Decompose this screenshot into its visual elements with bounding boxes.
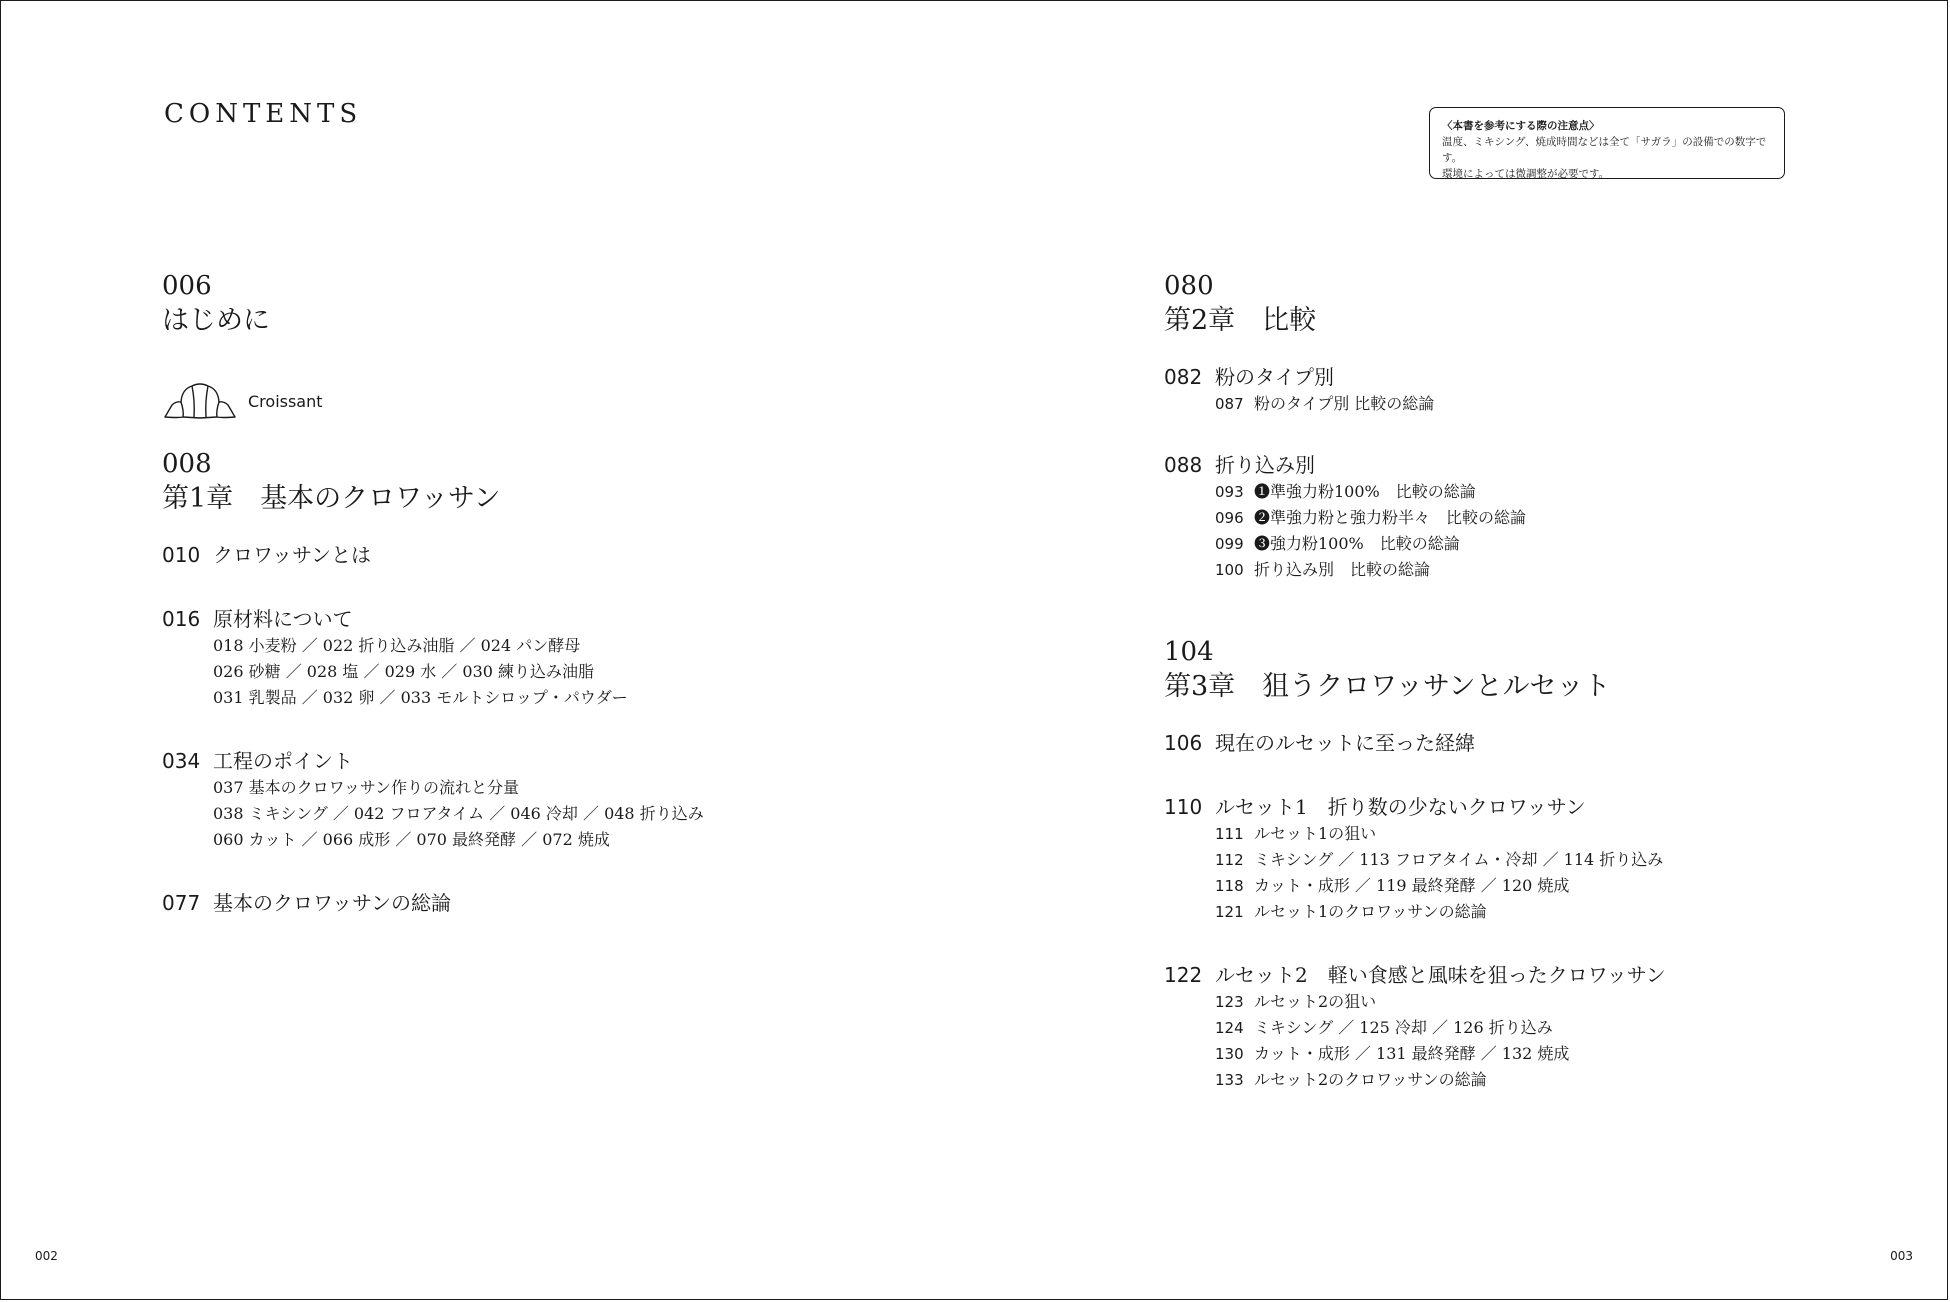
notice-heading: 〈本書を参考にする際の注意点〉 — [1442, 120, 1600, 132]
sub-entry-text: カット・成形 ／ 119 最終発酵 ／ 120 焼成 — [1254, 876, 1570, 895]
right-column — [1164, 269, 1666, 1093]
toc-subentries-082 — [1215, 391, 1666, 417]
sub-entry-line: 018 小麦粉 ／ 022 折り込み油脂 ／ 024 パン酵母 — [213, 636, 581, 655]
sub-entry-page: 096 — [1215, 509, 1244, 527]
sub-entry-page: 118 — [1215, 877, 1244, 895]
chapter-1-block — [162, 447, 704, 517]
sub-entry-page: 093 — [1215, 483, 1244, 501]
entry-title: 基本のクロワッサンの総論 — [213, 891, 451, 915]
entry-page: 110 — [1164, 795, 1203, 819]
entry-title: ルセット2 軽い食感と風味を狙ったクロワッサン — [1215, 963, 1666, 987]
chapter-2-title: 第2章 比較 — [1164, 305, 1317, 336]
sub-entry-page: 123 — [1215, 993, 1244, 1011]
notice-line-2: 環境によっては微調整が必要です。 — [1442, 168, 1610, 180]
toc-entry-077 — [162, 889, 704, 917]
sub-entry-line — [1215, 1041, 1666, 1067]
entry-page: 010 — [162, 543, 201, 567]
chapter-2-page: 080 — [1164, 271, 1214, 301]
sub-entry-page: 087 — [1215, 395, 1244, 413]
sub-entry-page: 124 — [1215, 1019, 1244, 1037]
entry-title: 現在のルセットに至った経緯 — [1215, 731, 1475, 755]
sub-entry-page: 130 — [1215, 1045, 1244, 1063]
chapter-1-page: 008 — [162, 449, 212, 479]
croissant-label: Croissant — [248, 391, 323, 411]
chapter-1-title: 第1章 基本のクロワッサン — [162, 483, 501, 514]
sub-entry-line: 038 ミキシング ／ 042 フロアタイム ／ 046 冷却 ／ 048 折り込み — [213, 804, 704, 823]
toc-entry-110 — [1164, 793, 1666, 821]
sub-entry-line — [1215, 1067, 1666, 1093]
entry-title: クロワッサンとは — [213, 543, 371, 567]
entry-page: 082 — [1164, 365, 1203, 389]
entry-title: 原材料について — [213, 607, 353, 631]
folio-right: 003 — [1890, 1249, 1913, 1263]
sub-entry-line: 037 基本のクロワッサン作りの流れと分量 — [213, 778, 520, 797]
toc-entry-122 — [1164, 961, 1666, 989]
croissant-icon — [162, 381, 238, 421]
sub-entry-page: 100 — [1215, 561, 1244, 579]
sub-entry-page: 112 — [1215, 851, 1244, 869]
entry-page: 077 — [162, 891, 201, 915]
sub-entry-line — [1215, 505, 1666, 531]
page-title: CONTENTS — [164, 99, 363, 129]
entry-title: 工程のポイント — [213, 749, 353, 773]
entry-title: ルセット1 折り数の少ないクロワッサン — [1215, 795, 1586, 819]
entry-page: 106 — [1164, 731, 1203, 755]
sub-entry-text: ❷準強力粉と強力粉半々 比較の総論 — [1254, 508, 1527, 527]
notice-box — [1429, 107, 1785, 179]
sub-entry-line — [1215, 531, 1666, 557]
toc-subentries-088 — [1215, 479, 1666, 583]
sub-entry-line: 060 カット ／ 066 成形 ／ 070 最終発酵 ／ 072 焼成 — [213, 830, 610, 849]
sub-entry-line: 026 砂糖 ／ 028 塩 ／ 029 水 ／ 030 練り込み油脂 — [213, 662, 595, 681]
sub-entry-text: ❶準強力粉100% 比較の総論 — [1254, 482, 1476, 501]
sub-entry-line — [1215, 479, 1666, 505]
sub-entry-text: ルセット1の狙い — [1254, 824, 1377, 843]
folio-left: 002 — [35, 1249, 58, 1263]
entry-title: 折り込み別 — [1215, 453, 1315, 477]
entry-page: 122 — [1164, 963, 1203, 987]
chapter-3-title: 第3章 狙うクロワッサンとルセット — [1164, 671, 1611, 702]
intro-title: はじめに — [162, 305, 270, 336]
left-column — [162, 269, 704, 917]
toc-entry-106 — [1164, 729, 1666, 757]
sub-entry-text: ❸強力粉100% 比較の総論 — [1254, 534, 1460, 553]
notice-line-1: 温度、ミキシング、焼成時間などは全て「サガラ」の設備での数字です。 — [1442, 136, 1767, 164]
sub-entry-page: 133 — [1215, 1071, 1244, 1089]
toc-subentries-110 — [1215, 821, 1666, 925]
sub-entry-line — [1215, 821, 1666, 847]
entry-page: 034 — [162, 749, 201, 773]
sub-entry-text: ルセット2のクロワッサンの総論 — [1254, 1070, 1487, 1089]
croissant-section-marker — [162, 377, 704, 425]
sub-entry-line — [1215, 557, 1666, 583]
sub-entry-page: 111 — [1215, 825, 1244, 843]
toc-entry-034 — [162, 747, 704, 775]
entry-page: 088 — [1164, 453, 1203, 477]
sub-entry-page: 099 — [1215, 535, 1244, 553]
toc-entry-082 — [1164, 363, 1666, 391]
sub-entry-line — [1215, 1015, 1666, 1041]
sub-entry-line — [1215, 899, 1666, 925]
chapter-3-block — [1164, 635, 1666, 705]
sub-entry-line — [1215, 873, 1666, 899]
entry-page: 016 — [162, 607, 201, 631]
chapter-2-block — [1164, 269, 1666, 339]
toc-subentries-034 — [213, 775, 704, 853]
sub-entry-line — [1215, 847, 1666, 873]
toc-subentries-016 — [213, 633, 704, 711]
sub-entry-text: ミキシング ／ 113 フロアタイム・冷却 ／ 114 折り込み — [1254, 850, 1664, 869]
sub-entry-text: 折り込み別 比較の総論 — [1254, 560, 1431, 579]
intro-page: 006 — [162, 271, 212, 301]
sub-entry-text: ミキシング ／ 125 冷却 ／ 126 折り込み — [1254, 1018, 1553, 1037]
sub-entry-text: ルセット1のクロワッサンの総論 — [1254, 902, 1487, 921]
chapter-3-page: 104 — [1164, 637, 1214, 667]
sub-entry-text: ルセット2の狙い — [1254, 992, 1377, 1011]
sub-entry-line — [1215, 391, 1666, 417]
toc-entry-016 — [162, 605, 704, 633]
intro-block — [162, 269, 704, 339]
toc-subentries-122 — [1215, 989, 1666, 1093]
sub-entry-page: 121 — [1215, 903, 1244, 921]
toc-entry-010 — [162, 541, 704, 569]
sub-entry-line: 031 乳製品 ／ 032 卵 ／ 033 モルトシロップ・パウダー — [213, 688, 628, 707]
toc-entry-088 — [1164, 451, 1666, 479]
sub-entry-text: 粉のタイプ別 比較の総論 — [1254, 394, 1435, 413]
sub-entry-text: カット・成形 ／ 131 最終発酵 ／ 132 焼成 — [1254, 1044, 1570, 1063]
sub-entry-line — [1215, 989, 1666, 1015]
entry-title: 粉のタイプ別 — [1215, 365, 1334, 389]
